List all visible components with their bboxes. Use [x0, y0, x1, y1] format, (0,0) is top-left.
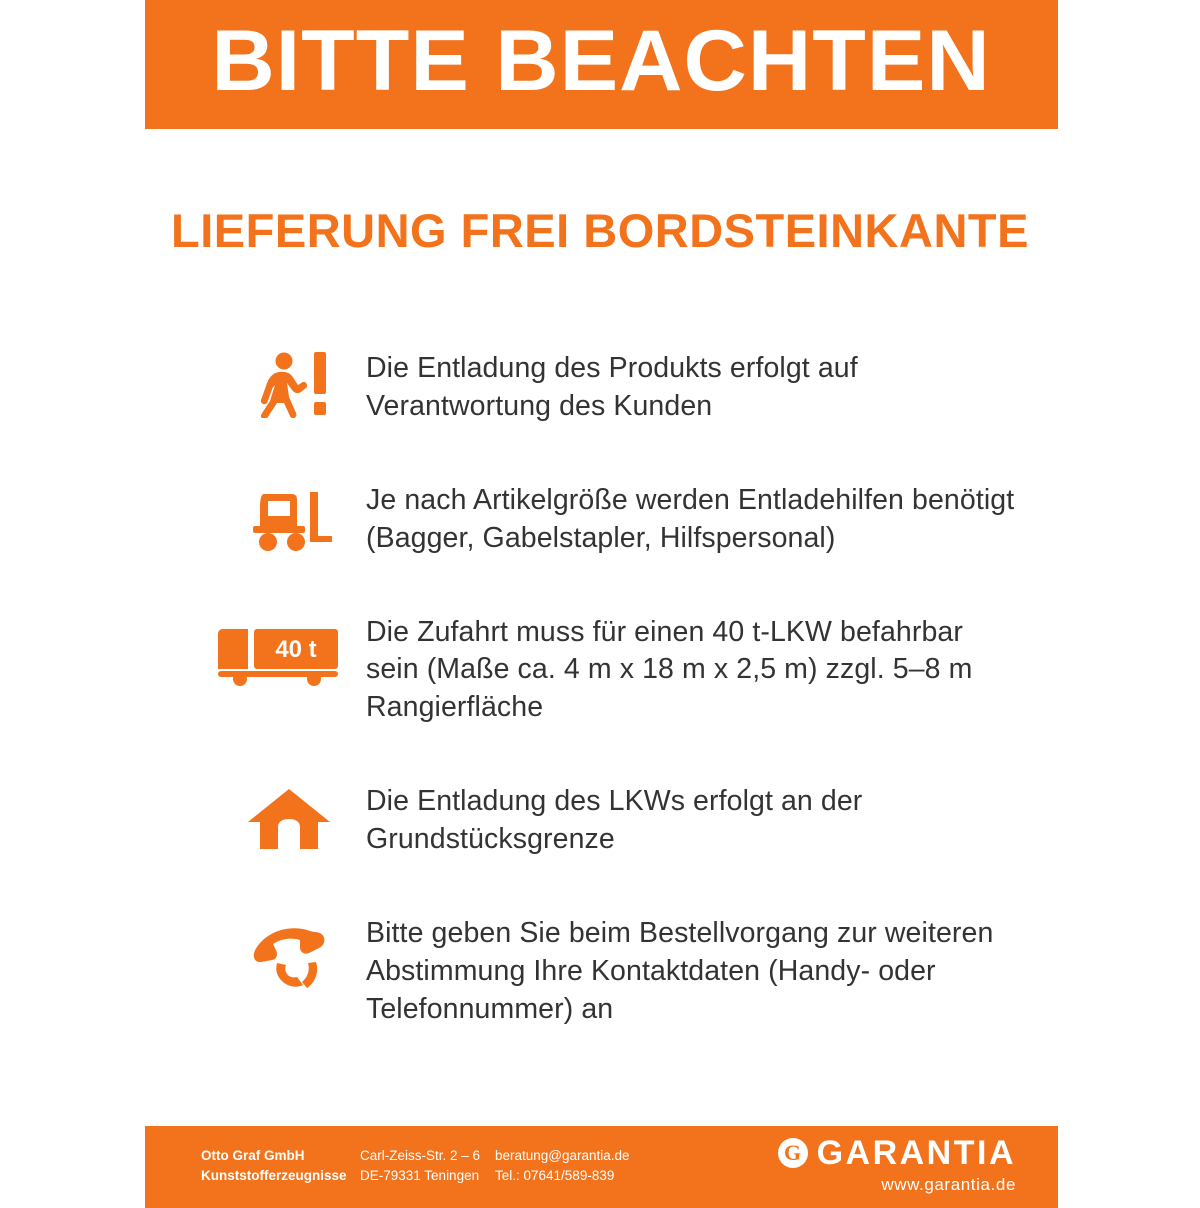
truck-icon: [218, 624, 338, 691]
phone-icon: [250, 927, 330, 994]
list-item: [218, 781, 1018, 859]
list-item: [218, 348, 1018, 426]
icon-cell: [218, 612, 366, 691]
list-item: [218, 480, 1018, 558]
list-item: [218, 913, 1018, 1029]
footer-band: [145, 1126, 1058, 1208]
subtitle: LIEFERUNG FREI BORDSTEINKANTE: [171, 204, 1029, 257]
list-item-text: Die Entladung des Produkts erfolgt auf Verantwortung des Kunden: [366, 352, 858, 422]
icon-cell: [218, 348, 366, 423]
footer-company-line1: Otto Graf GmbH: [201, 1148, 305, 1163]
page-title: BITTE BEACHTEN: [211, 12, 992, 109]
footer-contact: [495, 1146, 630, 1185]
footer-company: [201, 1146, 347, 1185]
footer-email[interactable]: beratung@garantia.de: [495, 1148, 630, 1163]
footer-address: [360, 1146, 480, 1185]
list-item-text: Die Zufahrt muss für einen 40 t-LKW befahrbar sein (Maße ca. 4 m x 18 m x 2,5 m) zzgl. 5–8 m Rangierfläche: [366, 615, 973, 724]
header-band: [145, 0, 1058, 129]
house-icon: [248, 789, 330, 856]
footer-address-line1: Carl-Zeiss-Str. 2 – 6: [360, 1148, 481, 1163]
footer-address-line2: DE-79331 Teningen: [360, 1167, 480, 1183]
brand-logo: [778, 1136, 1016, 1195]
list-item-text: Je nach Artikelgröße werden Entladehilfen benötigt (Bagger, Gabelstapler, Hilfspersonal): [366, 483, 1015, 554]
brand-name: GARANTIA: [816, 1134, 1016, 1172]
icon-cell: [218, 781, 366, 856]
info-list: [218, 348, 1018, 1029]
list-item-text: Bitte geben Sie beim Bestellvorgang zur weiteren Abstimmung Ihre Kontaktdaten (Handy- oder Telefonnummer) an: [366, 917, 994, 1025]
garantia-g-icon: G: [778, 1138, 808, 1168]
forklift-icon: [248, 490, 332, 557]
footer-phone: Tel.: 07641/589-839: [495, 1167, 615, 1183]
icon-cell: [218, 913, 366, 994]
list-item-text: Die Entladung des LKWs erfolgt an der Grundstücksgrenze: [366, 785, 863, 856]
pedestrian-warning-icon: [254, 352, 330, 423]
brand-url[interactable]: www.garantia.de: [881, 1175, 1016, 1194]
svg-text:40 t: 40 t: [275, 635, 317, 663]
icon-cell: [218, 480, 366, 557]
footer-company-line2: Kunststofferzeugnisse: [201, 1167, 347, 1183]
list-item: [218, 612, 1018, 728]
